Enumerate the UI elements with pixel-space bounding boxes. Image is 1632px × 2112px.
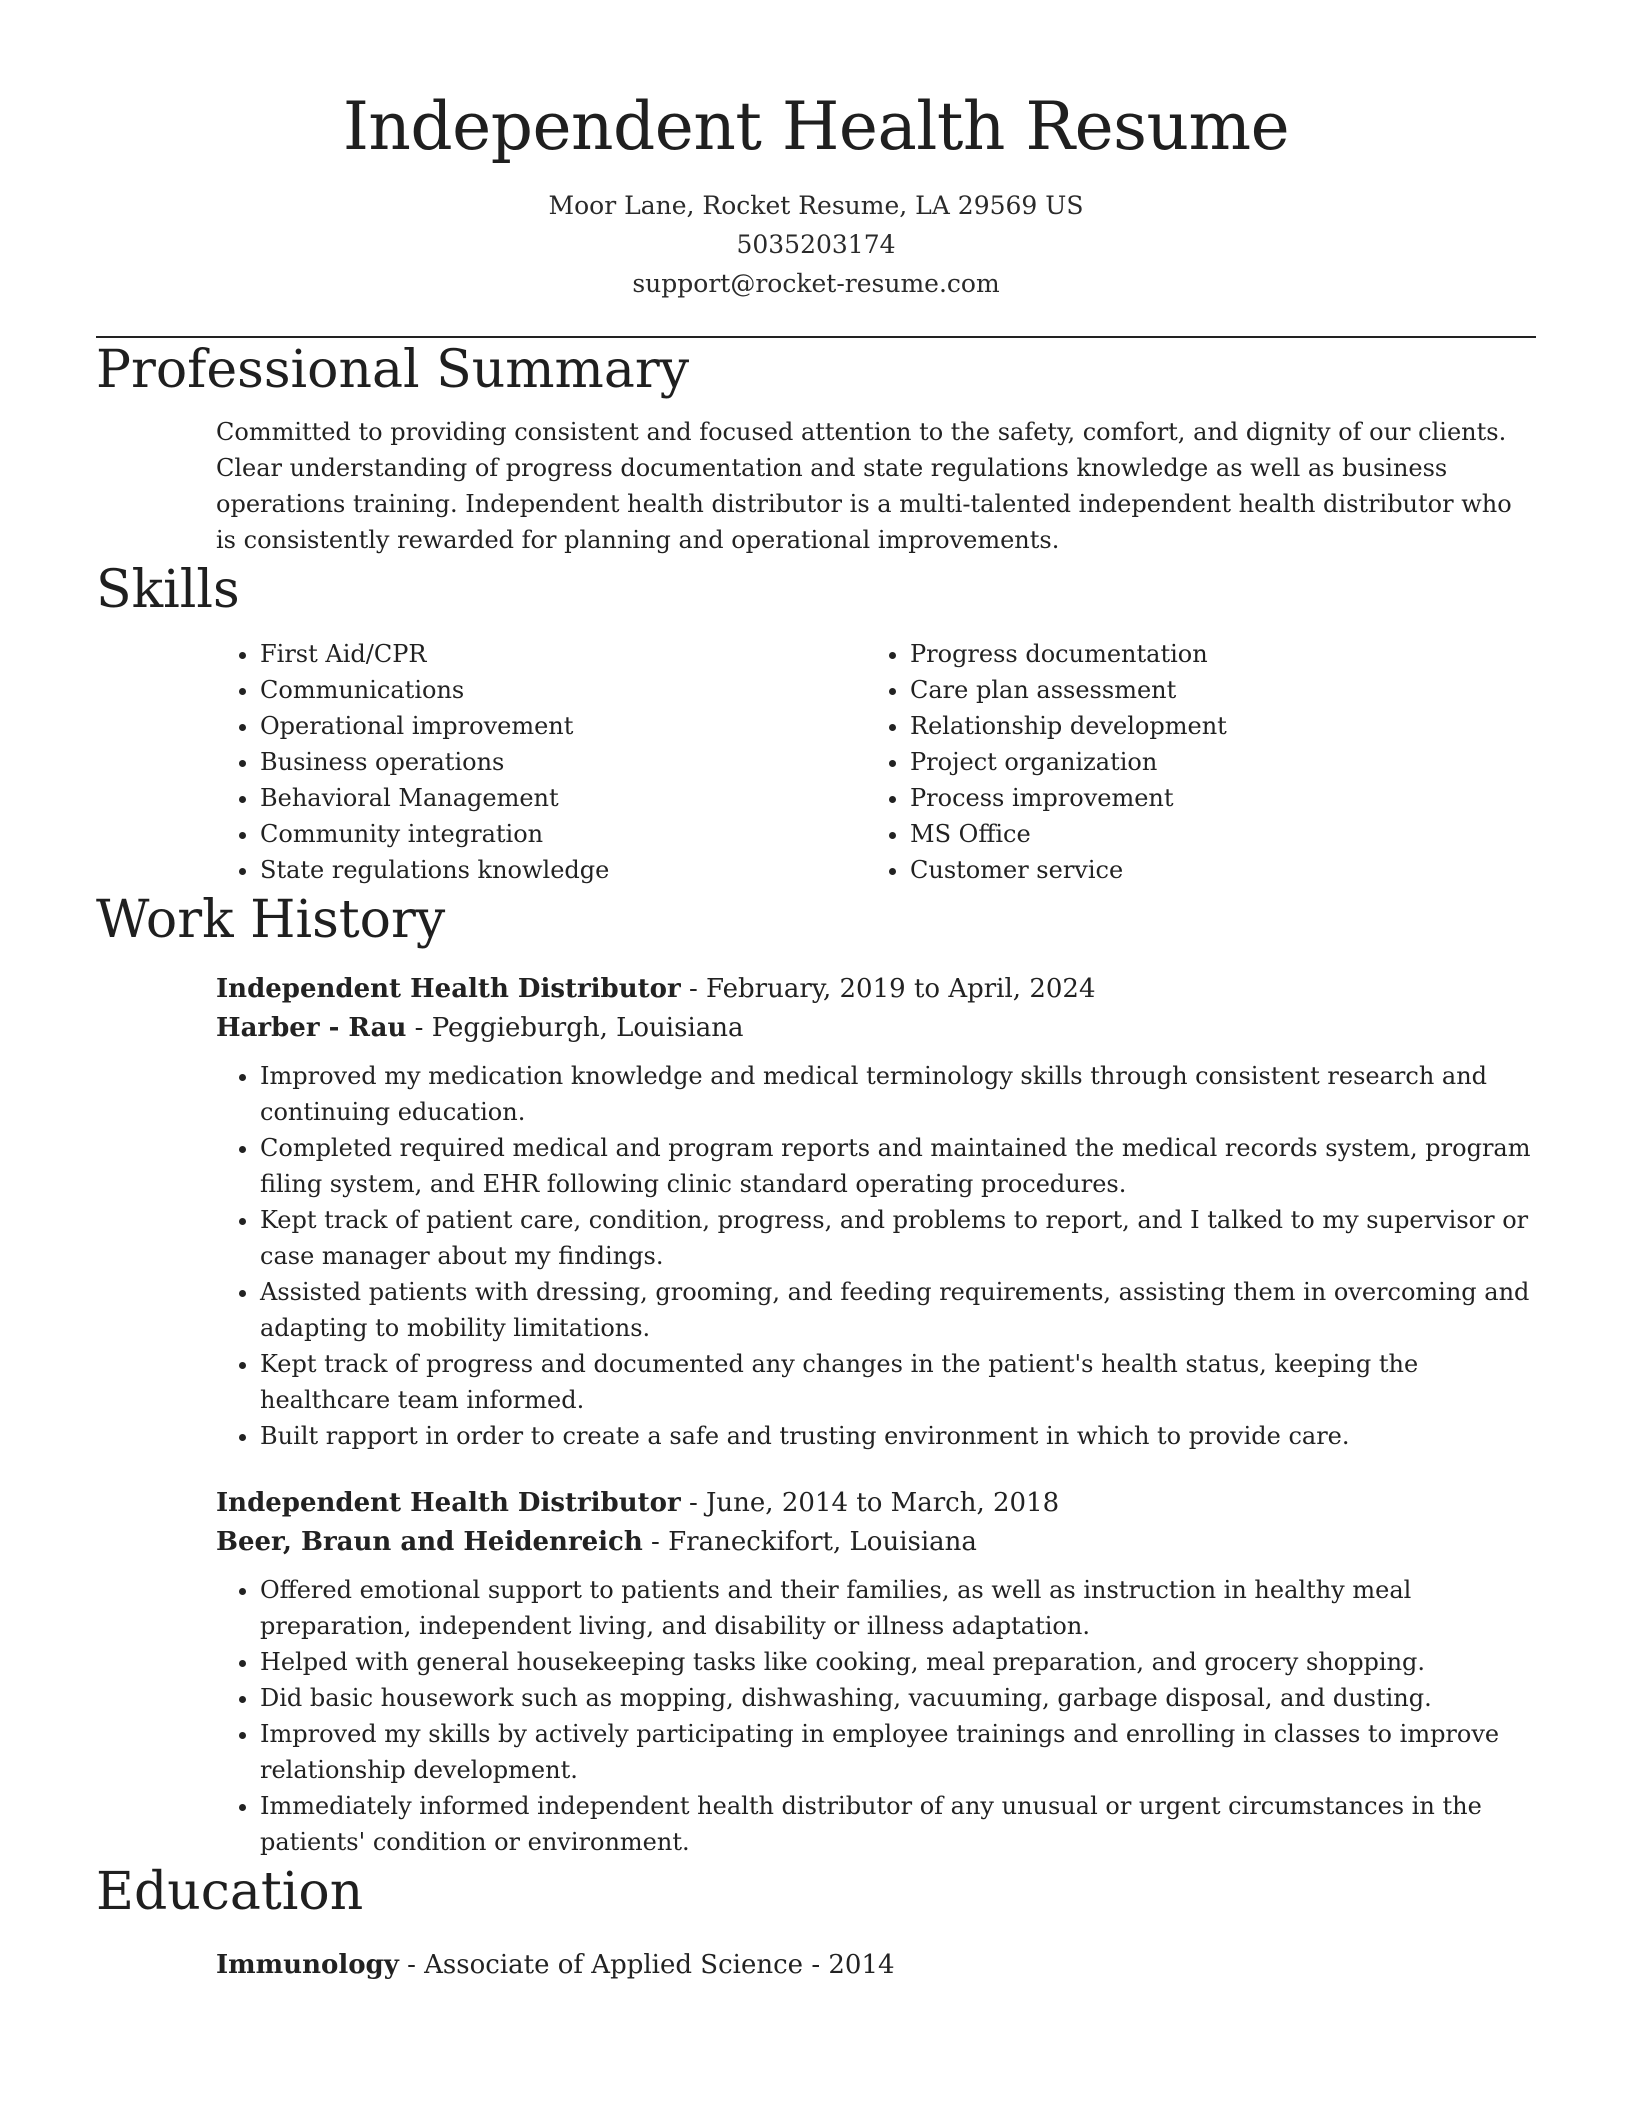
skills-heading: Skills (96, 560, 240, 620)
job-bullet-item: • Helped with general housekeeping tasks like cooking, meal preparation, and grocery shopping. (260, 1644, 1536, 1680)
education-field: Immunology (216, 1950, 399, 1980)
job-position: Independent Health Distributor (216, 1488, 681, 1518)
job-company-line (216, 1523, 1536, 1562)
job-title-line (216, 1484, 1536, 1523)
summary-heading: Professional Summary (96, 340, 690, 400)
skills-right-list (866, 636, 1516, 888)
job-bullets (216, 1058, 1536, 1454)
skills-list (96, 636, 1536, 888)
skills-left-list (216, 636, 866, 888)
summary-text: Committed to providing consistent and focused attention to the safety, comfort, and dignity of our clients. Clear understanding of progress documentation and state regulations knowledge as well as business operations training. Independent health distributor is a multi-talented independent health distributor who is consistently rewarded for planning and operational improvements. (216, 418, 1512, 554)
work-history-section (96, 888, 1536, 1860)
contact-address: Moor Lane, Rocket Resume, LA 29569 US (548, 191, 1084, 220)
job-location: - Franeckifort, Louisiana (642, 1527, 977, 1557)
job-dates: - February, 2019 to April, 2024 (680, 974, 1096, 1004)
job-entry (96, 1484, 1536, 1860)
skill-item: • First Aid/CPR (260, 636, 866, 672)
job-bullets (216, 1572, 1536, 1860)
education-section (96, 1860, 1536, 1985)
job-bullet-item: • Completed required medical and program reports and maintained the medical records system, program filing system, and EHR following clinic standard operating procedures. (260, 1130, 1536, 1202)
contact-info (96, 186, 1536, 303)
skill-item: • Behavioral Management (260, 780, 866, 816)
contact-email: support@rocket-resume.com (632, 269, 1000, 298)
job-bullet-item: • Built rapport in order to create a safe and trusting environment in which to provide care. (260, 1418, 1536, 1454)
job-bullet-item: • Kept track of progress and documented any changes in the patient's health status, keeping the healthcare team informed. (260, 1346, 1536, 1418)
job-bullet-item: • Immediately informed independent health distributor of any unusual or urgent circumstances in the patients' condition or environment. (260, 1788, 1536, 1860)
skills-column-left (216, 636, 866, 888)
skill-item: • Business operations (260, 744, 866, 780)
skills-section (96, 558, 1536, 888)
job-bullet-item: • Improved my medication knowledge and medical terminology skills through consistent research and continuing education. (260, 1058, 1536, 1130)
skill-item: • Process improvement (910, 780, 1516, 816)
job-entry (96, 970, 1536, 1454)
skill-item: • Progress documentation (910, 636, 1516, 672)
resume-name: Independent Health Resume (342, 88, 1290, 165)
skill-item: • Operational improvement (260, 708, 866, 744)
job-dates: - June, 2014 to March, 2018 (680, 1488, 1060, 1518)
job-bullet-item: • Did basic housework such as mopping, dishwashing, vacuuming, garbage disposal, and dusting. (260, 1680, 1536, 1716)
job-company-line (216, 1009, 1536, 1048)
skill-item: • Customer service (910, 852, 1516, 888)
job-location: - Peggieburgh, Louisiana (406, 1013, 744, 1043)
job-bullet-item: • Kept track of patient care, condition, progress, and problems to report, and I talked to my supervisor or case manager about my findings. (260, 1202, 1536, 1274)
skill-item: • Community integration (260, 816, 866, 852)
job-bullet-item: • Offered emotional support to patients and their families, as well as instruction in healthy meal preparation, independent living, and disability or illness adaptation. (260, 1572, 1536, 1644)
job-bullet-item: • Improved my skills by actively participating in employee trainings and enrolling in classes to improve relationship development. (260, 1716, 1536, 1788)
resume-header (96, 0, 1536, 303)
job-company: Harber - Rau (216, 1013, 407, 1043)
job-bullet-item: • Assisted patients with dressing, grooming, and feeding requirements, assisting them in overcoming and adapting to mobility limitations. (260, 1274, 1536, 1346)
skill-item: • Communications (260, 672, 866, 708)
skill-item: • State regulations knowledge (260, 852, 866, 888)
education-heading: Education (96, 1862, 364, 1922)
skill-item: • Relationship development (910, 708, 1516, 744)
education-entry (96, 1946, 1536, 1985)
contact-phone: 5035203174 (736, 230, 896, 259)
skill-item: • Care plan assessment (910, 672, 1516, 708)
job-title-line (216, 970, 1536, 1009)
job-company: Beer, Braun and Heidenreich (216, 1527, 643, 1557)
skills-column-right (866, 636, 1516, 888)
education-degree: - Associate of Applied Science - 2014 (398, 1950, 895, 1980)
job-position: Independent Health Distributor (216, 974, 681, 1004)
skill-item: • MS Office (910, 816, 1516, 852)
skill-item: • Project organization (910, 744, 1516, 780)
work-history-heading: Work History (96, 890, 446, 950)
summary-section (96, 338, 1536, 558)
